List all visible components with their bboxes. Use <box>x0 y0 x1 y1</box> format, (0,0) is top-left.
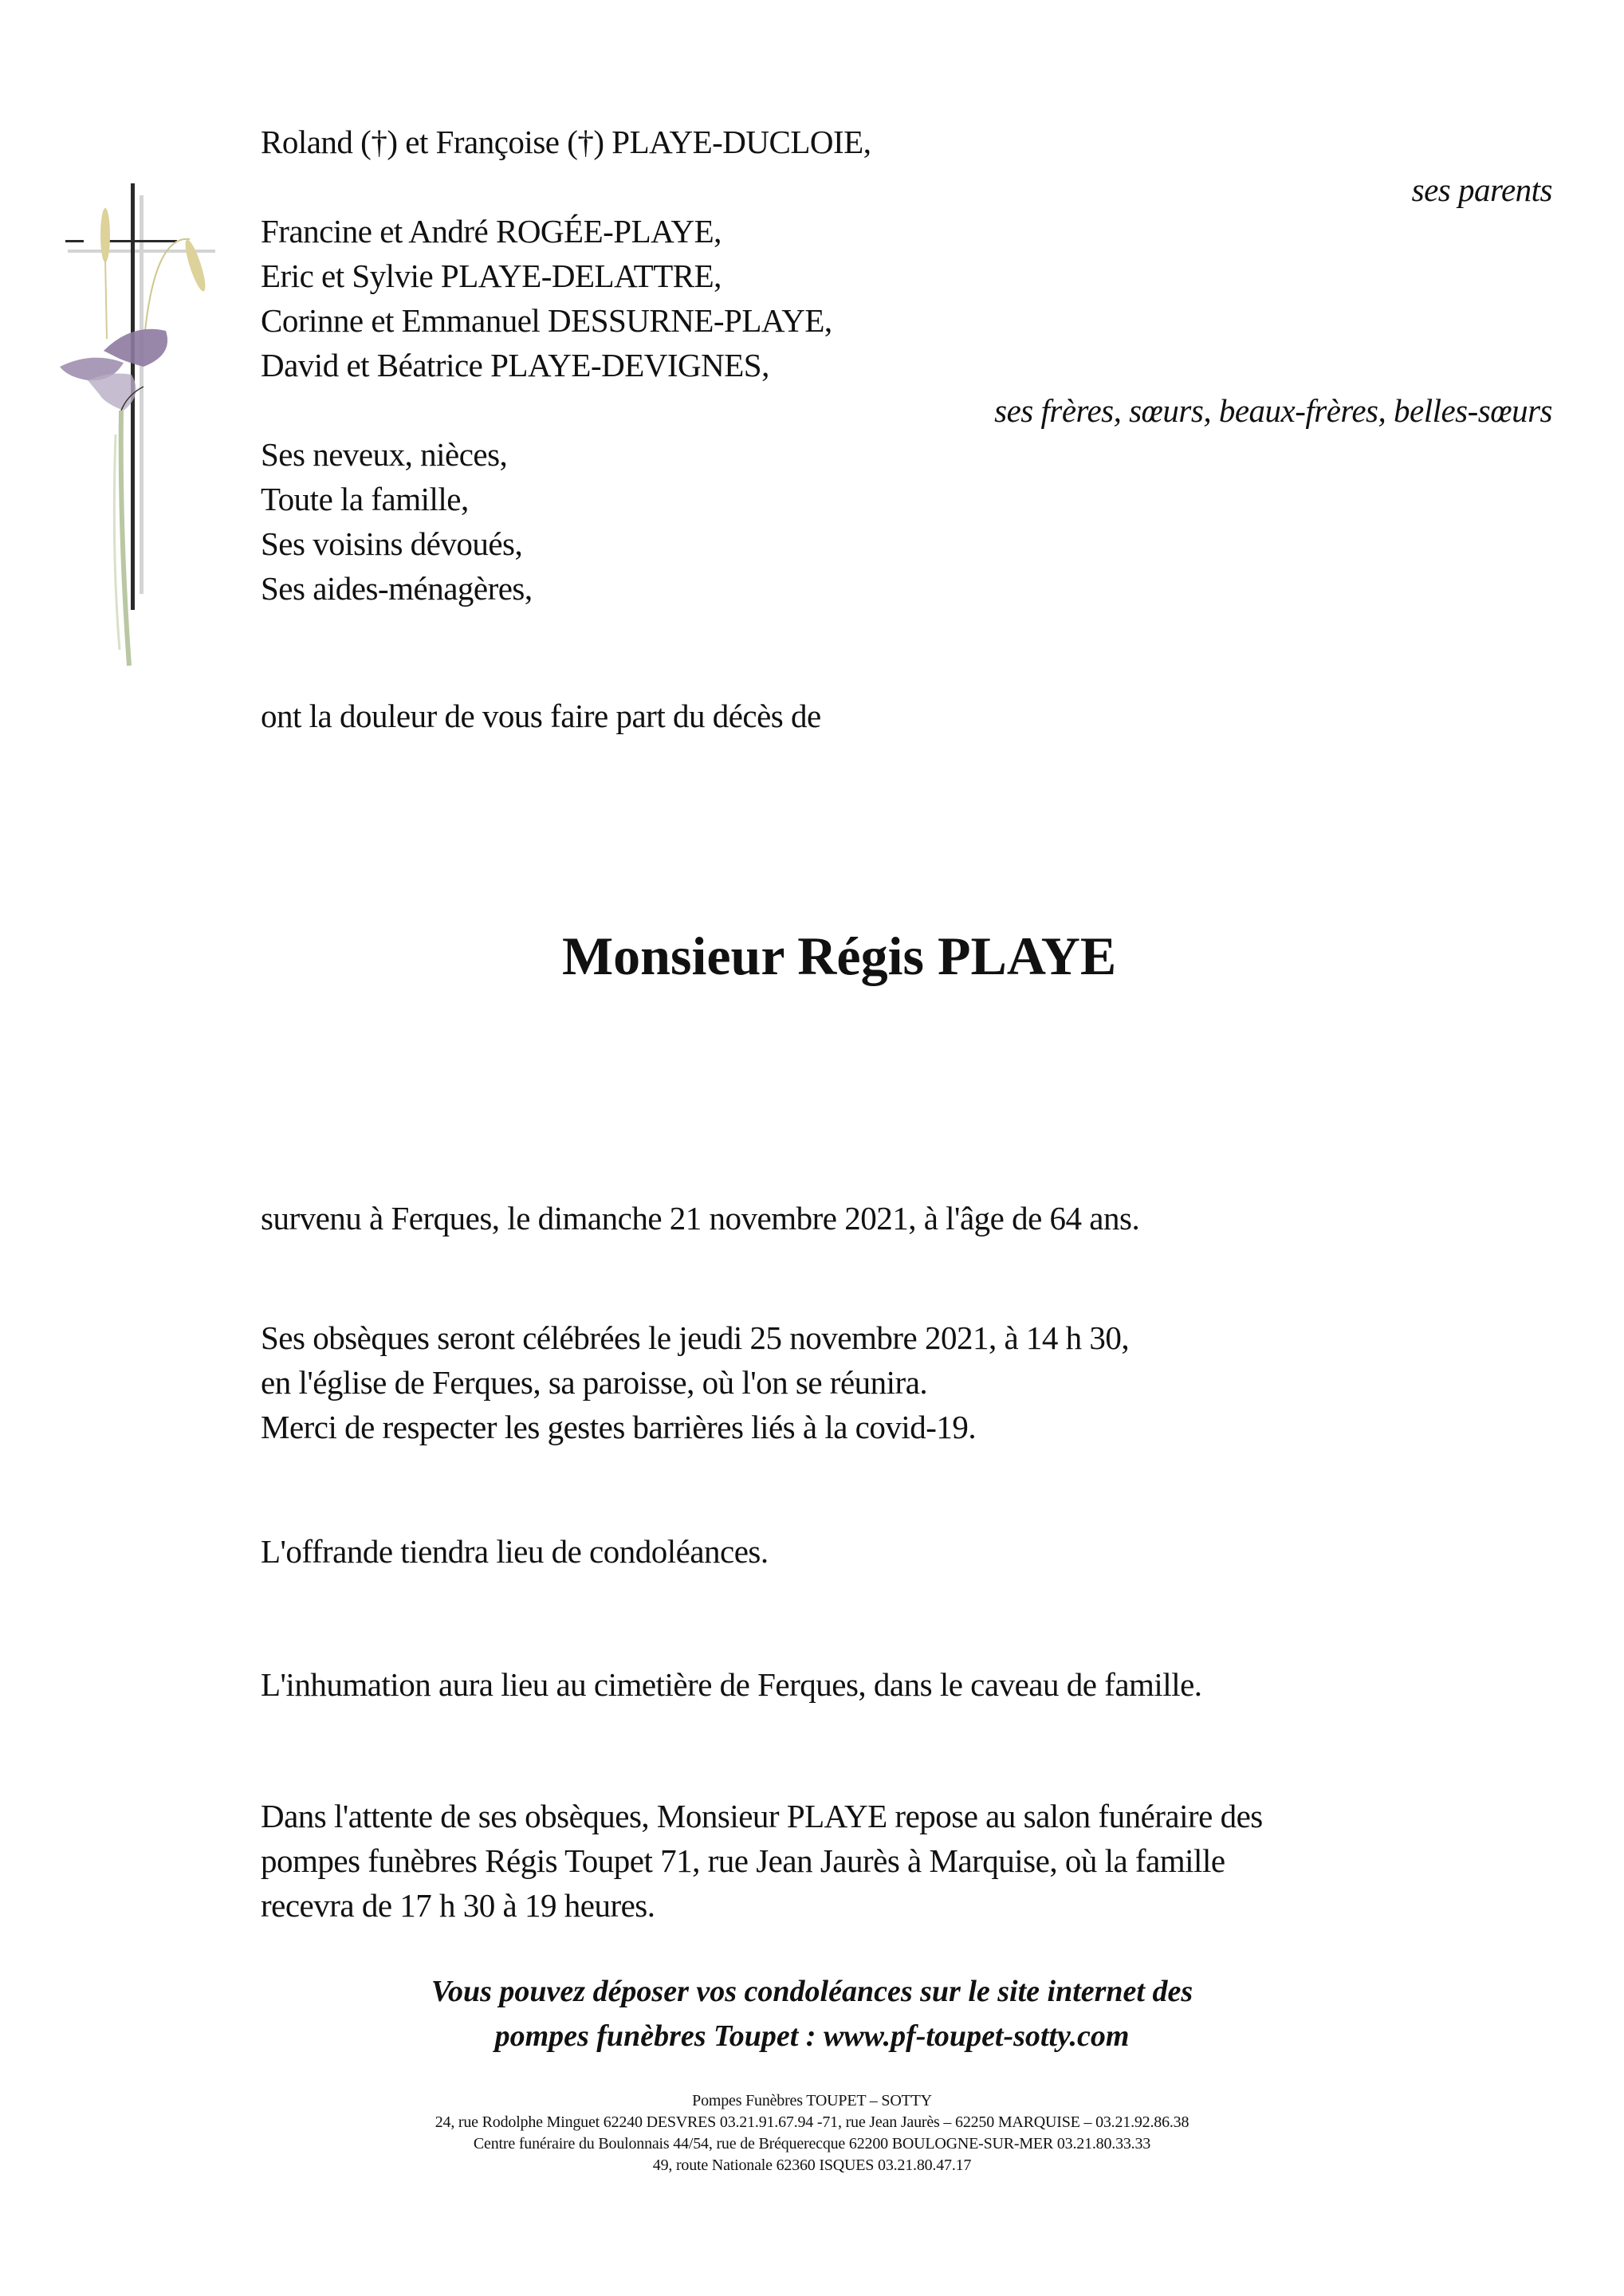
footer-company-name: Pompes Funèbres TOUPET – SOTTY <box>692 2092 932 2109</box>
other-relative-line: Ses voisins dévoués, <box>261 525 523 562</box>
footer-address-line: Centre funéraire du Boulonnais 44/54, rue de Bréquerecque 62200 BOULOGNE-SUR-MER 03.21.80.33.33 <box>473 2135 1151 2152</box>
viewing-line: pompes funèbres Régis Toupet 71, rue Jean Jaurès à Marquise, où la famille <box>261 1842 1225 1879</box>
other-relative-line: Toute la famille, <box>261 481 469 517</box>
condolence-notice <box>0 1969 1624 2058</box>
burial-text: L'inhumation aura lieu au cimetière de Ferques, dans le caveau de famille. <box>261 1666 1202 1703</box>
viewing-details <box>261 1794 1263 1928</box>
condolence-line: Vous pouvez déposer vos condoléances sur le site internet des <box>431 1975 1193 2008</box>
funeral-line: en l'église de Ferques, sa paroisse, où l'on se réunira. <box>261 1364 928 1401</box>
funeral-details <box>261 1315 1129 1449</box>
deceased-name: Monsieur Régis PLAYE <box>562 926 1117 986</box>
viewing-line: recevra de 17 h 30 à 19 heures. <box>261 1887 655 1924</box>
footer-address-line: 49, route Nationale 62360 ISQUES 03.21.80.47.17 <box>652 2156 972 2174</box>
cross-bar-right <box>104 240 177 242</box>
sibling-line: David et Béatrice PLAYE-DEVIGNES, <box>261 347 769 383</box>
sibling-line: Corinne et Emmanuel DESSURNE-PLAYE, <box>261 302 832 339</box>
cross-lily-illustration-icon <box>56 171 231 682</box>
cross-shadow-vertical <box>140 195 144 594</box>
wheat-ear-left <box>100 208 110 262</box>
funeral-home-footer <box>0 2090 1624 2176</box>
condolence-website-line[interactable]: pompes funèbres Toupet : www.pf-toupet-sotty.com <box>494 2019 1130 2053</box>
funeral-line: Merci de respecter les gestes barrières liés à la covid-19. <box>261 1409 977 1445</box>
parents-label: ses parents <box>1411 171 1552 208</box>
cross-bar-left <box>65 240 84 242</box>
viewing-line: Dans l'attente de ses obsèques, Monsieur PLAYE repose au salon funéraire des <box>261 1798 1263 1834</box>
lily-throat <box>88 374 136 411</box>
other-relative-line: Ses aides-ménagères, <box>261 570 533 607</box>
siblings-label: ses frères, sœurs, beaux-frères, belles-sœurs <box>994 392 1552 429</box>
parents-line: Roland (†) et Françoise (†) PLAYE-DUCLOIE, <box>261 124 871 160</box>
wheat-stem-left <box>105 259 107 339</box>
death-details: survenu à Ferques, le dimanche 21 novembre 2021, à l'âge de 64 ans. <box>261 1200 1140 1236</box>
sibling-line: Eric et Sylvie PLAYE-DELATTRE, <box>261 258 722 294</box>
footer-address-line: 24, rue Rodolphe Minguet 62240 DESVRES 03.21.91.67.94 -71, rue Jean Jaurès – 62250 MARQUISE – 03.21.92.86.38 <box>435 2113 1189 2131</box>
others-list <box>261 432 533 611</box>
sibling-line: Francine et André ROGÉE-PLAYE, <box>261 213 722 250</box>
offering-text: L'offrande tiendra lieu de condoléances. <box>261 1533 769 1570</box>
announcement-text: ont la douleur de vous faire part du décès de <box>261 698 821 734</box>
funeral-line: Ses obsèques seront célébrées le jeudi 25 novembre 2021, à 14 h 30, <box>261 1319 1130 1356</box>
siblings-list <box>261 209 832 387</box>
lily-stem <box>121 411 129 666</box>
wheat-stem-right <box>145 239 190 331</box>
wheat-ear-right <box>182 238 209 293</box>
other-relative-line: Ses neveux, nièces, <box>261 436 508 473</box>
